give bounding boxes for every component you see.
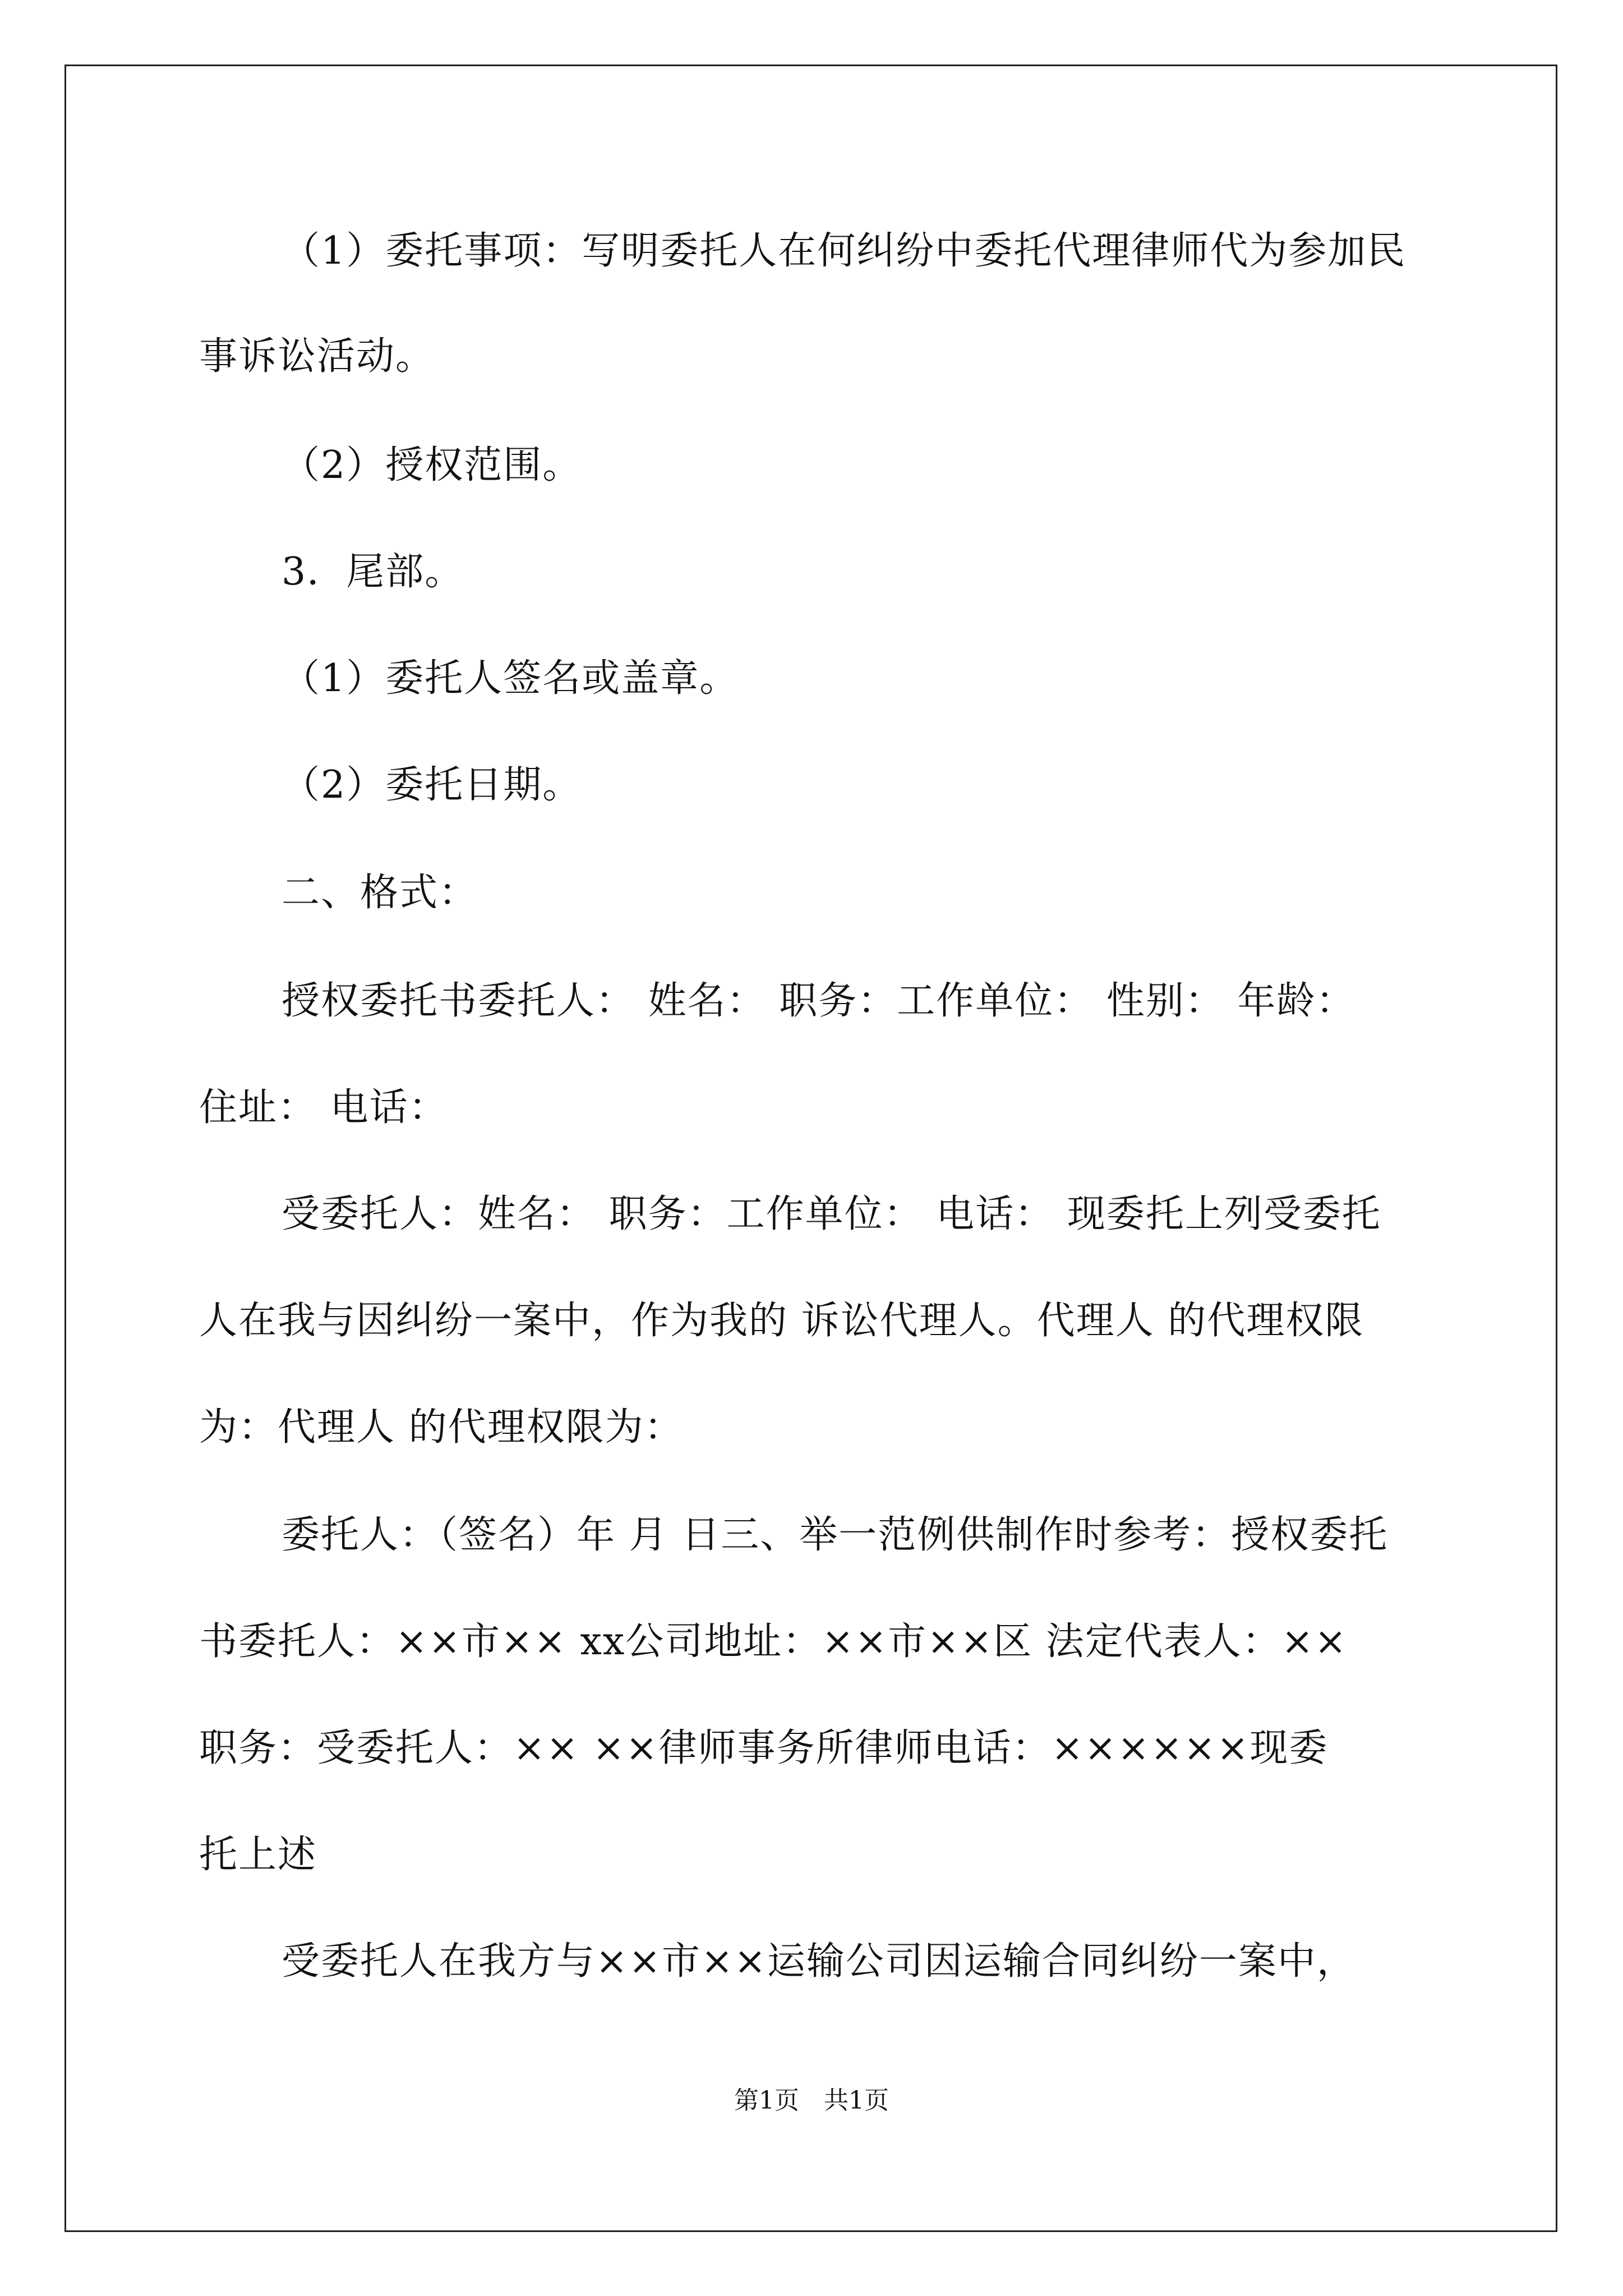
paragraph-line: 委托人：（签名）年 月 日三、举一范例供制作时参考：授权委托 (282, 1513, 1389, 1557)
page-border (64, 65, 1557, 2232)
paragraph-line: 受委托人：姓名： 职务：工作单位： 电话： 现委托上列受委托 (282, 1192, 1381, 1236)
paragraph-line: 二、格式： (282, 871, 478, 915)
paragraph-line: 授权委托书委托人： 姓名： 职务：工作单位： 性别： 年龄： (282, 979, 1355, 1023)
paragraph-line: （2）委托日期。 (282, 763, 582, 807)
paragraph-line: 托上述 (199, 1833, 317, 1877)
paragraph-line: 事诉讼活动。 (199, 334, 435, 379)
paragraph-line: 住址： 电话： (199, 1085, 448, 1130)
paragraph-line: （1）委托人签名或盖章。 (282, 656, 739, 701)
page-number-footer: 第1页 共1页 (734, 2086, 889, 2115)
paragraph-line: 职务：受委托人：×× ××律师事务所律师电话：××××××现委 (199, 1726, 1329, 1770)
paragraph-line: 受委托人在我方与××市××运输公司因运输合同纠纷一案中， (282, 1939, 1356, 1984)
paragraph-line: （1）委托事项：写明委托人在何纠纷中委托代理律师代为参加民 (282, 229, 1407, 273)
paragraph-line: 为：代理人 的代理权限为： (199, 1405, 684, 1450)
paragraph-line: 人在我与因纠纷一案中，作为我的 诉讼代理人。代理人 的代理权限 (199, 1299, 1364, 1343)
paragraph-line: 书委托人：××市×× xx公司地址：××市××区 法定代表人：×× (199, 1619, 1348, 1664)
paragraph-line: （2）授权范围。 (282, 443, 582, 487)
paragraph-line: 3．尾部。 (282, 550, 464, 594)
